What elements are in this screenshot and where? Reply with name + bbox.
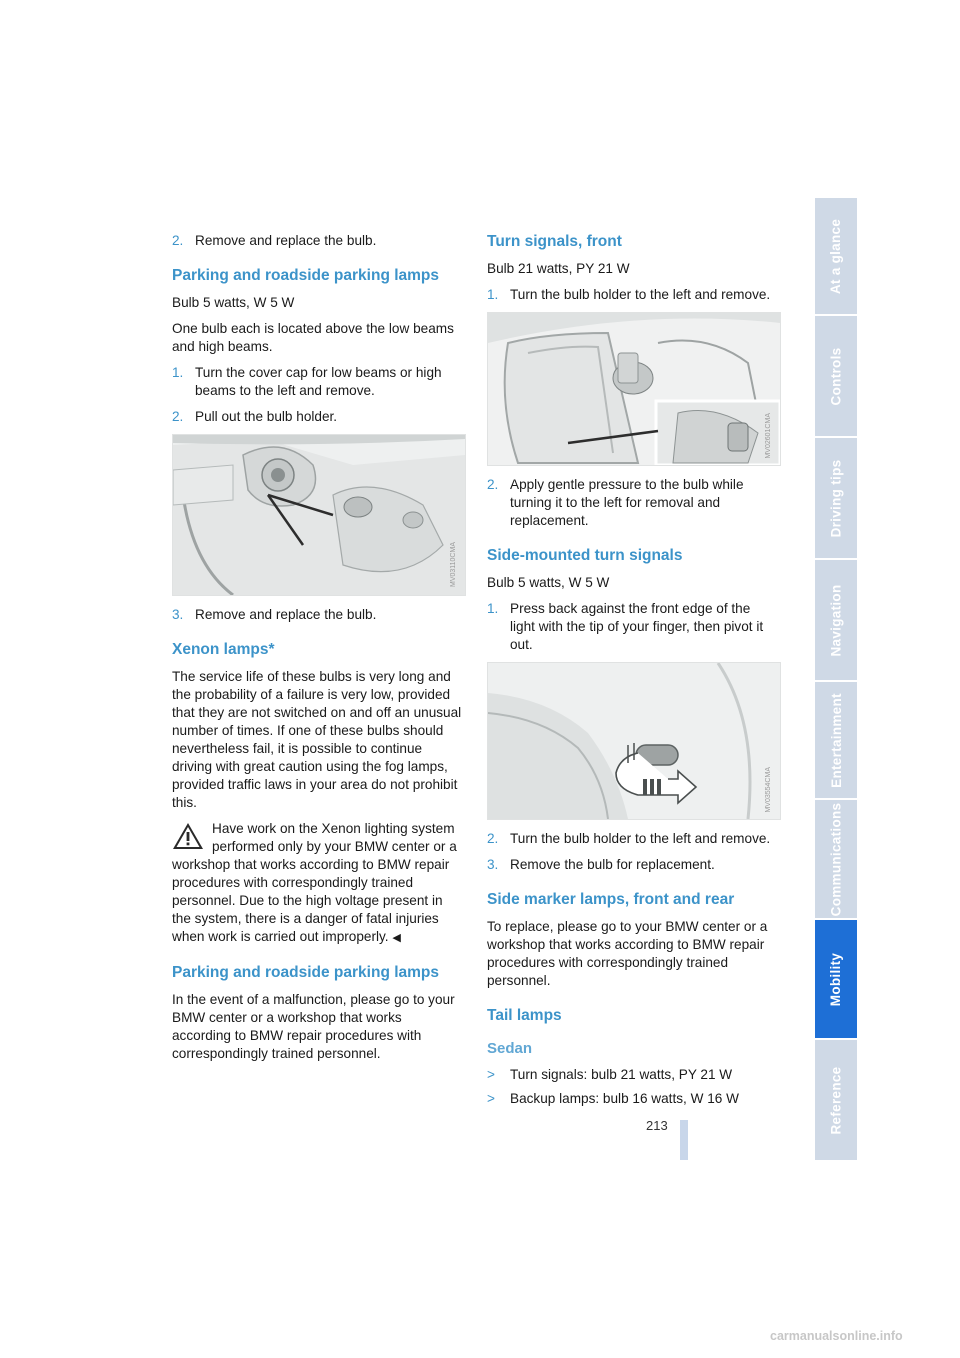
figure-headlight-engine-bay <box>172 434 466 596</box>
bulb-spec-side: Bulb 5 watts, W 5 W <box>487 575 610 590</box>
step-turn-holder-left: 1. Turn the bulb holder to the left and remove. <box>487 287 771 302</box>
list-item: > Turn signals: bulb 21 watts, PY 21 W <box>487 1067 733 1082</box>
right-column <box>487 232 779 1114</box>
step-turn-cover-cap: 1. Turn the cover cap for low beams or high beams to the left and remove. <box>172 365 442 398</box>
watermark: carmanualsonline.info <box>770 1329 903 1343</box>
step-remove-bulb: 2. Remove and replace the bulb. <box>172 233 377 248</box>
heading-side-turn-signals: Side-mounted turn signals <box>487 547 683 564</box>
warning-note: Have work on the Xenon lighting system performed only by your BMW center or a workshop that works according to BMW repair procedures with correspondingly trained personnel. Due to the high voltage present in the system, there is a danger of fatal injuries when work is carried out improperly. ◀ <box>172 821 457 944</box>
heading-sedan: Sedan <box>487 1040 533 1057</box>
heading-tail-lamps: Tail lamps <box>487 1007 562 1024</box>
figure-code: MV03110CMA <box>450 541 457 587</box>
figure-side-turn-signal <box>487 662 781 820</box>
parking-malfunction-text: In the event of a malfunction, please go to your BMW center or a workshop that works according to BMW repair procedures with correspondingly trained personnel. <box>172 992 455 1061</box>
heading-xenon-lamps: Xenon lamps* <box>172 641 275 658</box>
tab-reference[interactable]: Reference <box>815 1040 857 1162</box>
chapter-tabs <box>815 198 857 1160</box>
tab-controls[interactable]: Controls <box>815 316 857 438</box>
bulb-spec-parking: Bulb 5 watts, W 5 W <box>172 295 295 310</box>
heading-side-marker-lamps: Side marker lamps, front and rear <box>487 891 735 908</box>
xenon-description: The service life of these bulbs is very long and the probability of a failure is very low, provided that they are not switched on and off an unusual number of times. If one of these bulbs should nevertheless fail, it is possible to continue driving with great caution using the fog lamps, provided traffic laws in your area do not prohibit this. <box>172 669 462 810</box>
parking-intro: One bulb each is located above the low beams and high beams. <box>172 321 454 354</box>
tab-navigation[interactable]: Navigation <box>815 560 857 682</box>
heading-parking-lamps-2: Parking and roadside parking lamps <box>172 964 440 981</box>
page-marker-bar <box>680 1120 688 1160</box>
warning-triangle-icon <box>172 822 204 850</box>
page-number: 213 <box>646 1118 668 1133</box>
figure-front-turn-signal <box>487 312 781 466</box>
heading-turn-signals-front: Turn signals, front <box>487 233 622 250</box>
tab-mobility[interactable]: Mobility <box>815 920 857 1040</box>
step-press-front-edge: 1. Press back against the front edge of the light with the tip of your finger, then pivot it out. <box>487 601 764 652</box>
list-item: > Backup lamps: bulb 16 watts, W 16 W <box>487 1091 739 1106</box>
marker-text: To replace, please go to your BMW center or a workshop that works according to BMW repair procedures with correspondingly trained personnel. <box>487 919 768 988</box>
left-column <box>172 232 464 1071</box>
figure-code: MV02601CMA <box>765 413 772 459</box>
step-pull-bulb-holder: 2. Pull out the bulb holder. <box>172 409 338 424</box>
bulb-spec-turn: Bulb 21 watts, PY 21 W <box>487 261 630 276</box>
tab-entertainment[interactable]: Entertainment <box>815 682 857 800</box>
step-gentle-pressure: 2. Apply gentle pressure to the bulb while turning it to the left for removal and replacement. <box>487 477 744 528</box>
heading-parking-lamps: Parking and roadside parking lamps <box>172 267 440 284</box>
tab-communications[interactable]: Communications <box>815 800 857 920</box>
warning-end-marker: ◀ <box>392 932 401 944</box>
step-remove-replace-bulb: 3. Remove and replace the bulb. <box>172 607 377 622</box>
tab-at-a-glance[interactable]: At a glance <box>815 198 857 316</box>
step-remove-bulb-replacement: 3. Remove the bulb for replacement. <box>487 857 715 872</box>
tab-driving-tips[interactable]: Driving tips <box>815 438 857 560</box>
figure-code: MV03554CMA <box>765 767 772 813</box>
step-turn-holder-left-2: 2. Turn the bulb holder to the left and remove. <box>487 831 771 846</box>
